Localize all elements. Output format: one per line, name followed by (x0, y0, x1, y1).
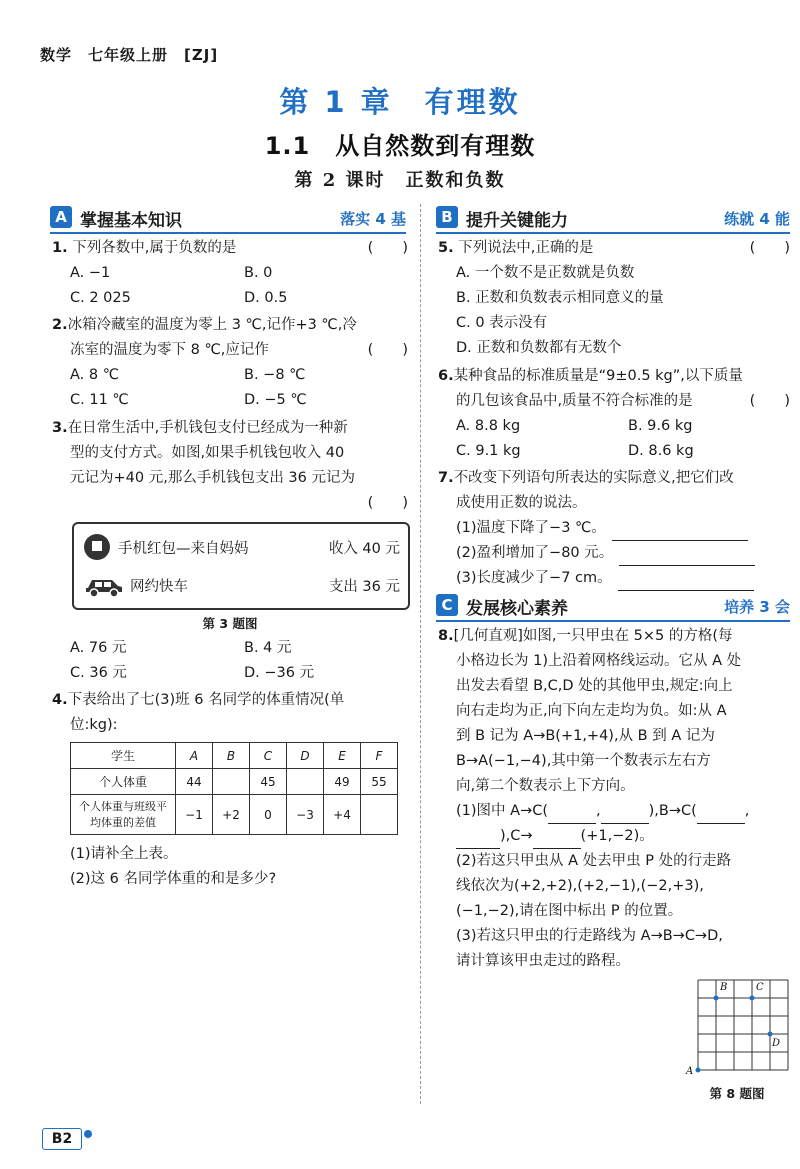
question-text: 下列说法中,正确的是 (458, 240, 594, 256)
table-cell: +4 (324, 795, 361, 835)
question-3 (52, 416, 408, 516)
subquestion-3: (3)长度减少了−7 cm。 (456, 570, 612, 586)
question-4 (52, 688, 408, 738)
subquestion-1-text: ),C→ (500, 828, 533, 844)
option-c: C. 2 025 (70, 290, 131, 306)
question-text-line1: 某种食品的标准质量是“9±0.5 kg”,以下质量 (453, 368, 743, 384)
answer-paren: ( ) (749, 393, 790, 409)
section-b-header (436, 204, 790, 234)
section-a-header (50, 204, 406, 234)
table-cell: A (176, 743, 213, 769)
question-1 (52, 236, 408, 311)
table-cell: 45 (250, 769, 287, 795)
section-a-title: 掌握基本知识 (80, 211, 182, 231)
section-b-badge: B (436, 206, 458, 228)
question-number: 1. (52, 240, 68, 256)
option-b: B. 4 元 (244, 640, 292, 656)
option-d: D. −5 ℃ (244, 392, 307, 408)
question-7 (438, 466, 790, 591)
subquestion-2-line: (−1,−2),请在图中标出 P 的位置。 (456, 903, 683, 919)
section-title: 1.1 从自然数到有理数 (264, 132, 536, 160)
car-icon (84, 572, 124, 598)
question-number: 5. (438, 240, 454, 256)
wallet-row-label: 手机红包—来自妈妈 (118, 541, 249, 557)
question-2 (52, 313, 408, 413)
point-c (750, 996, 755, 1001)
table-cell: E (324, 743, 361, 769)
table-cell: 55 (361, 769, 398, 795)
subquestion-2: (2)盈利增加了−80 元。 (456, 545, 614, 561)
answer-blank[interactable] (612, 522, 748, 541)
option-b: B. 0 (244, 265, 273, 281)
table-cell: F (361, 743, 398, 769)
question-number: 3. (52, 420, 68, 436)
question-text-line: 向右走均为正,向下向左走均为负。如:从 A (456, 703, 727, 719)
beetle-grid-figure (684, 974, 790, 1076)
subquestion-2-line: (2)若这只甲虫从 A 处去甲虫 P 处的行走路 (456, 853, 732, 869)
label-b: B (720, 982, 728, 993)
option-d: D. 8.6 kg (628, 443, 694, 459)
question-text-line2: 冻室的温度为零下 8 ℃,应记作 (70, 342, 269, 358)
option-d: D. 正数和负数都有无数个 (456, 340, 622, 356)
table-row (71, 769, 398, 795)
question-text-line1: 冰箱冷藏室的温度为零上 3 ℃,记作+3 ℃,冷 (67, 317, 357, 333)
question-text-line: 向,第二个数表示上下方向。 (456, 778, 635, 794)
question-text-line: 出发去看望 B,C,D 处的其他甲虫,规定:向上 (456, 678, 733, 694)
section-b-subtitle: 练就 4 能 (724, 210, 790, 228)
section-a-badge: A (50, 206, 72, 228)
subquestion-1-line1 (456, 799, 794, 824)
question-number: 2. (52, 317, 68, 333)
question-3-options (70, 636, 408, 686)
book-info: 数学 七年级上册 [ZJ] (40, 46, 219, 64)
answer-blank[interactable] (619, 547, 755, 566)
question-number: 7. (438, 470, 454, 486)
question-6 (438, 364, 790, 464)
answer-blank[interactable] (533, 832, 581, 849)
subquestion-1: (1)温度下降了−3 ℃。 (456, 520, 606, 536)
table-cell: 个人体重 (71, 769, 176, 795)
question-text-line2: 成使用正数的说法。 (456, 495, 587, 511)
weight-table (70, 742, 398, 835)
question-text-line3: 元记为+40 元,那么手机钱包支出 36 元记为 (70, 470, 355, 486)
option-a: A. 8.8 kg (456, 418, 521, 434)
subquestion-3-line: (3)若这只甲虫的行走路线为 A→B→C→D, (456, 928, 723, 944)
table-cell: B (213, 743, 250, 769)
question-8 (438, 624, 794, 974)
wallet-row-income (84, 534, 400, 562)
question-text-line: [几何直观]如图,一只甲虫在 5×5 的方格(每 (453, 628, 733, 644)
label-a: A (686, 1066, 694, 1076)
option-c: C. 9.1 kg (456, 443, 521, 459)
question-number: 8. (438, 628, 454, 644)
answer-blank[interactable] (697, 807, 745, 824)
subquestion-1-text: , (744, 803, 750, 819)
answer-paren: ( ) (367, 342, 408, 358)
table-cell (71, 795, 176, 835)
subquestion-2: (2)这 6 名同学体重的和是多少? (70, 871, 277, 887)
table-cell: 0 (250, 795, 287, 835)
label-d: D (772, 1038, 781, 1049)
wallet-row-expense (84, 572, 400, 600)
answer-blank[interactable] (548, 807, 596, 824)
table-cell-line: 个人体重与班级平 (79, 799, 167, 813)
section-a-subtitle: 落实 4 基 (340, 210, 406, 228)
table-cell: D (287, 743, 324, 769)
question-number: 6. (438, 368, 454, 384)
option-c: C. 36 元 (70, 665, 127, 681)
table-cell: +2 (213, 795, 250, 835)
subquestion-1-line2 (456, 824, 794, 849)
question-text-line: B→A(−1,−4),其中第一个数表示左右方 (456, 753, 711, 769)
option-d: D. −36 元 (244, 665, 315, 681)
table-cell (361, 795, 398, 835)
subquestion-1-text: ),B→C( (648, 803, 697, 819)
question-text-line2: 位:kg): (70, 717, 118, 733)
question-text: 下列各数中,属于负数的是 (72, 240, 237, 256)
option-c: C. 0 表示没有 (456, 315, 548, 331)
wallet-row-value: 收入 40 元 (328, 541, 400, 557)
option-a: A. −1 (70, 265, 111, 281)
table-cell (287, 769, 324, 795)
answer-blank[interactable] (456, 832, 500, 849)
table-cell: C (250, 743, 287, 769)
table-row (71, 795, 398, 835)
page-number: B2 (42, 1128, 82, 1150)
wallet-figure (72, 522, 410, 610)
subquestion-3-line: 请计算该甲虫走过的路程。 (456, 953, 630, 969)
answer-paren: ( ) (367, 240, 408, 256)
subquestion-1: (1)请补全上表。 (70, 846, 178, 862)
option-c: C. 11 ℃ (70, 392, 129, 408)
section-c-subtitle: 培养 3 会 (724, 598, 790, 616)
point-b (714, 996, 719, 1001)
table-cell: 学生 (71, 743, 176, 769)
option-b: B. 9.6 kg (628, 418, 693, 434)
option-b: B. 正数和负数表示相同意义的量 (456, 290, 664, 306)
table-cell: 49 (324, 769, 361, 795)
option-d: D. 0.5 (244, 290, 288, 306)
section-b-title: 提升关键能力 (466, 211, 568, 231)
option-a: A. 一个数不是正数就是负数 (456, 265, 635, 281)
red-packet-icon (84, 534, 110, 560)
question-text-line2: 型的支付方式。如图,如果手机钱包收入 40 (70, 445, 345, 461)
subquestion-1-text: (+1,−2)。 (580, 828, 654, 844)
table-cell: 44 (176, 769, 213, 795)
question-text-line2: 的几包该食品中,质量不符合标准的是 (456, 393, 693, 409)
column-divider (420, 204, 421, 1104)
wallet-row-value: 支出 36 元 (328, 579, 400, 595)
table-header-row (71, 743, 398, 769)
question-5 (438, 236, 790, 361)
table-cell-line: 均体重的差值 (90, 815, 156, 829)
question-4-subquestions (70, 842, 408, 892)
table-cell (213, 769, 250, 795)
section-c-header (436, 592, 790, 622)
point-d (768, 1032, 773, 1037)
question-text-line1: 下表给出了七(3)班 6 名同学的体重情况(单 (67, 692, 345, 708)
answer-blank[interactable] (618, 572, 754, 591)
question-number: 4. (52, 692, 68, 708)
lesson-title: 第 2 课时 正数和负数 (294, 170, 506, 191)
figure-3-caption: 第 3 题图 (202, 616, 258, 631)
wallet-row-label: 网约快车 (130, 579, 188, 595)
figure-8-caption: 第 8 题图 (709, 1086, 765, 1101)
section-c-badge: C (436, 594, 458, 616)
label-c: C (756, 982, 764, 993)
question-text-line: 到 B 记为 A→B(+1,+4),从 B 到 A 记为 (456, 728, 715, 744)
point-a (696, 1068, 701, 1073)
answer-paren: ( ) (749, 240, 790, 256)
question-text-line1: 在日常生活中,手机钱包支付已经成为一种新 (67, 420, 348, 436)
question-text-line1: 不改变下列语句所表达的实际意义,把它们改 (453, 470, 734, 486)
chapter-title: 第 1 章 有理数 (279, 85, 521, 119)
question-text-line: 小格边长为 1)上沿着网格线运动。它从 A 处 (456, 653, 742, 669)
table-cell: −1 (176, 795, 213, 835)
option-a: A. 76 元 (70, 640, 127, 656)
table-cell: −3 (287, 795, 324, 835)
subquestion-1-text: , (596, 803, 601, 819)
answer-paren: ( ) (367, 495, 408, 511)
option-a: A. 8 ℃ (70, 367, 120, 383)
option-b: B. −8 ℃ (244, 367, 306, 383)
subquestion-2-line: 线依次为(+2,+2),(+2,−1),(−2,+3), (456, 878, 704, 894)
subquestion-1-text: (1)图中 A→C( (456, 803, 548, 819)
answer-blank[interactable] (601, 807, 649, 824)
section-c-title: 发展核心素养 (466, 599, 568, 619)
page-dot-icon (84, 1130, 92, 1138)
